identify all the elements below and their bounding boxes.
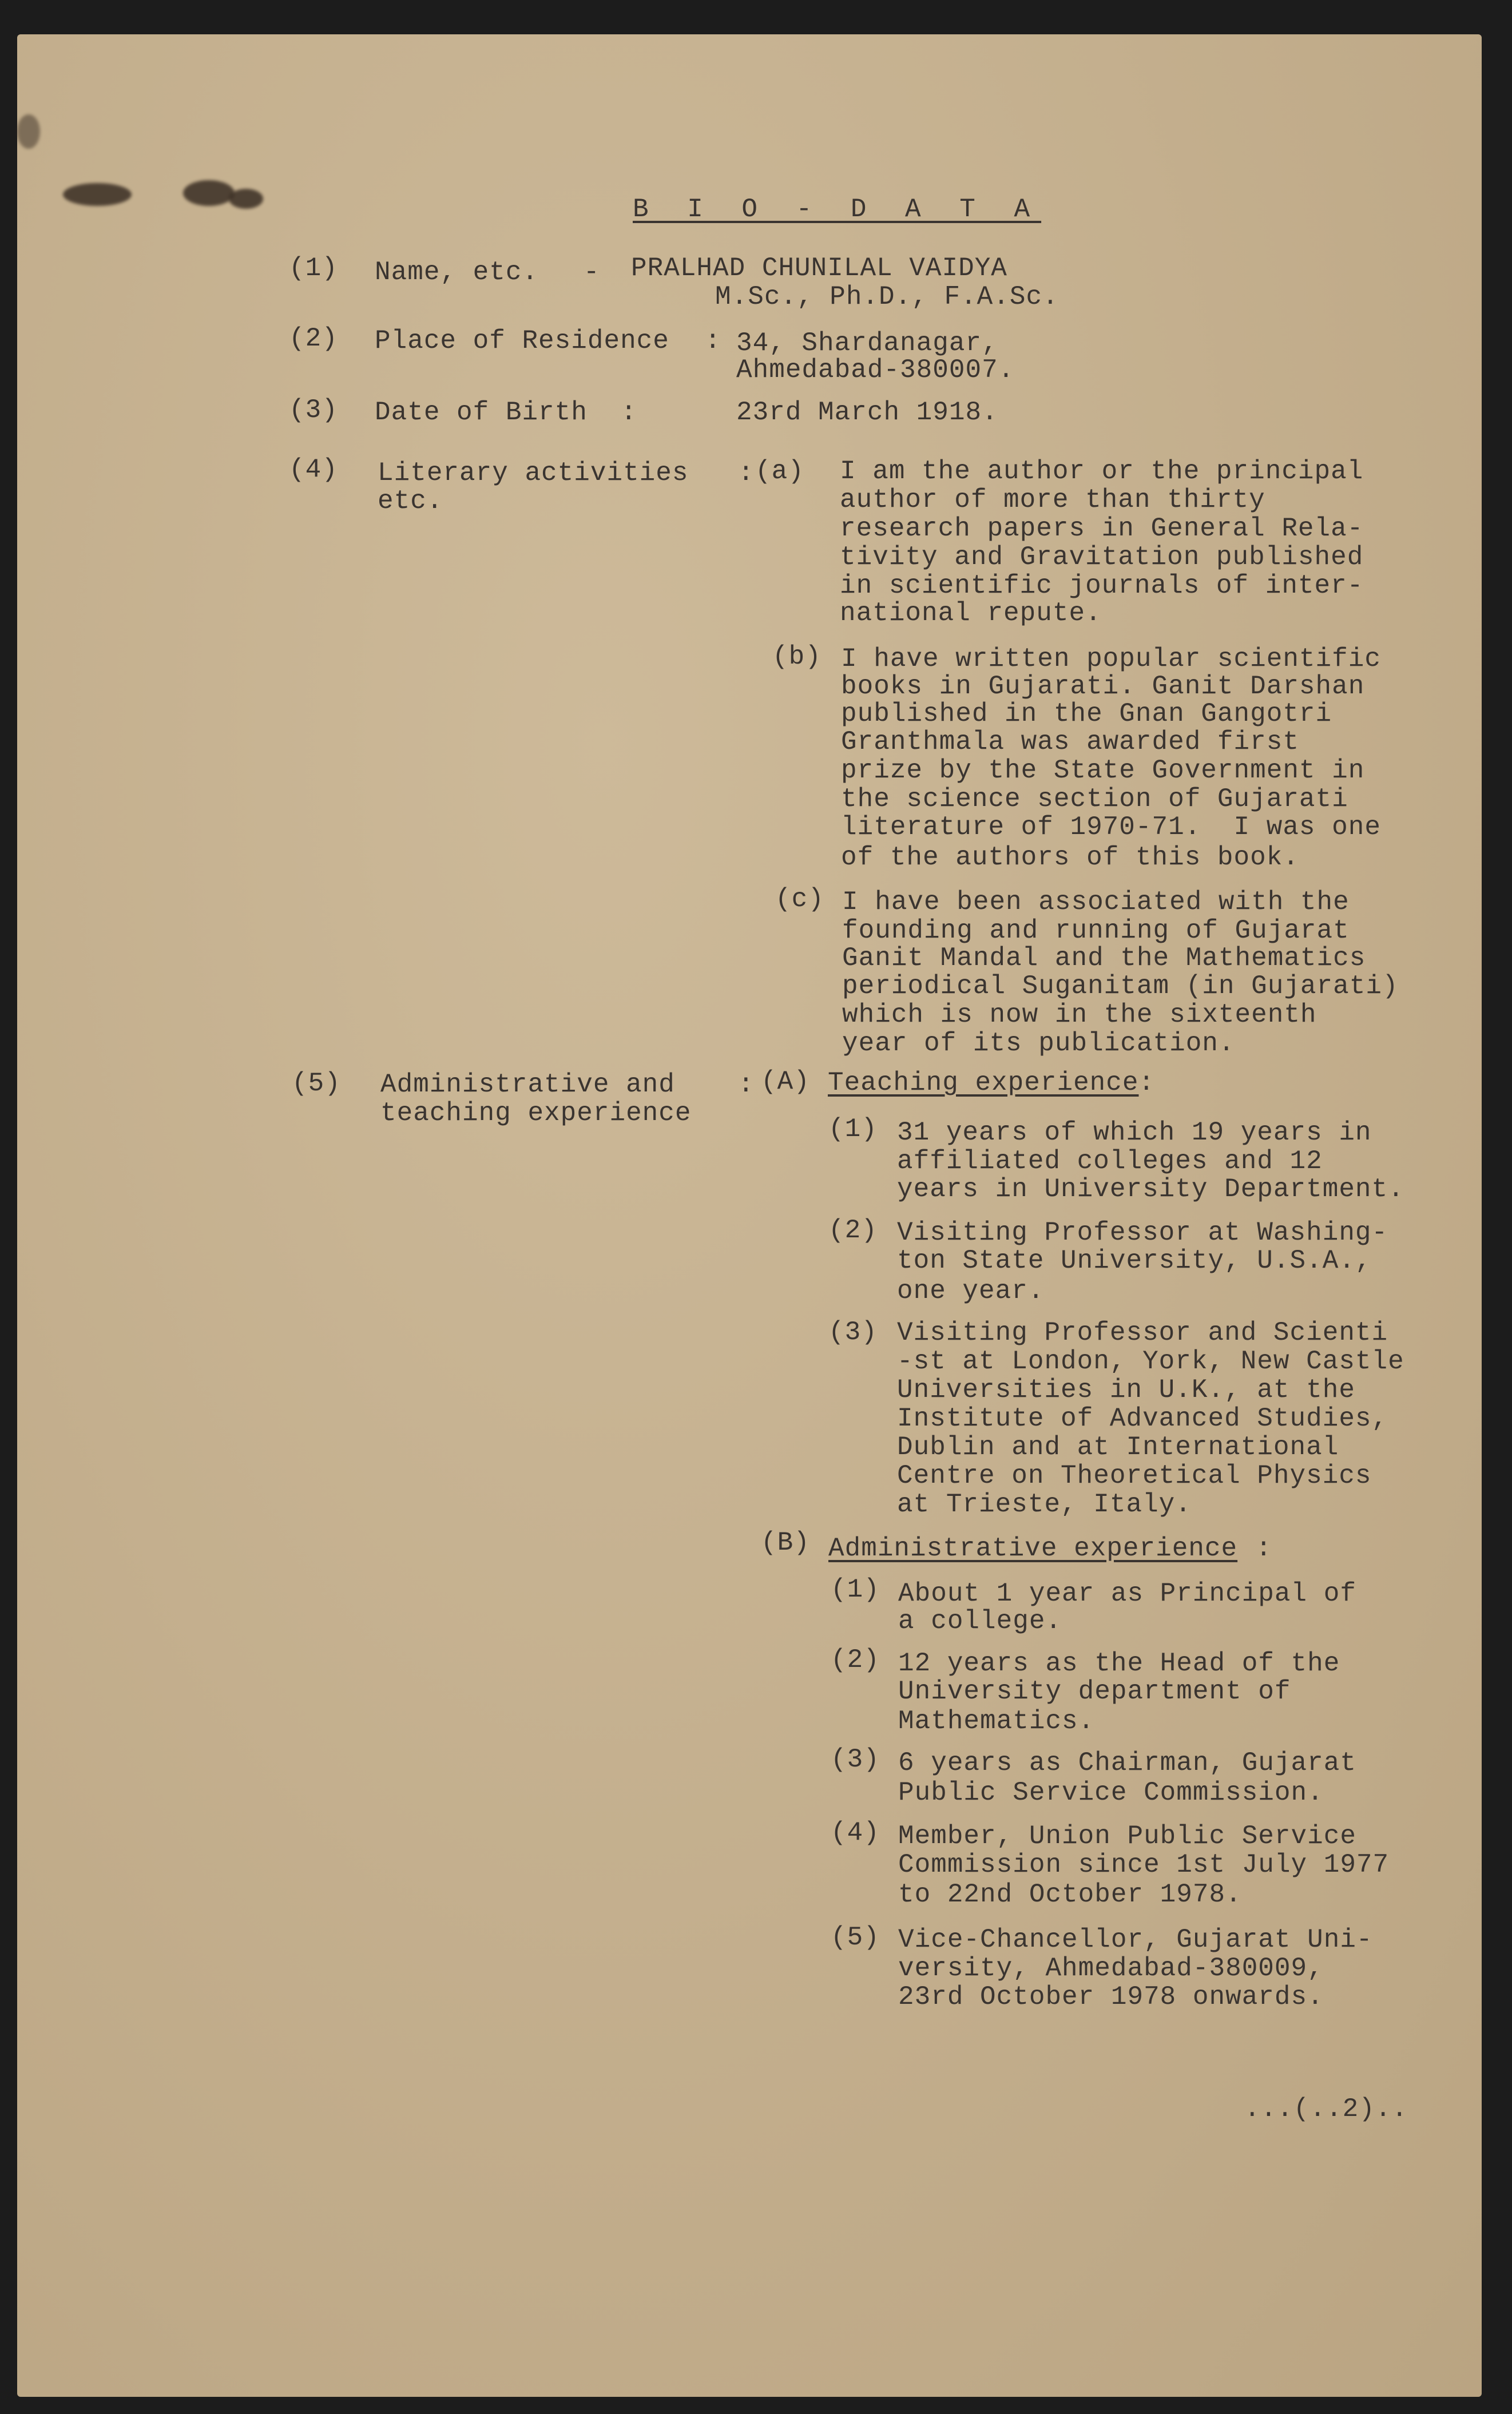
item-text: national repute.: [840, 598, 1102, 628]
item-text: Institute of Advanced Studies,: [897, 1404, 1388, 1434]
item-text: one year.: [897, 1276, 1045, 1306]
item-text: a college.: [898, 1606, 1062, 1636]
item-text: year of its publication.: [842, 1029, 1235, 1058]
item-text: 31 years of which 19 years in: [897, 1118, 1372, 1148]
item-text: periodical Suganitam (in Gujarati): [842, 971, 1399, 1001]
item-text: research papers in General Rela-: [840, 514, 1364, 543]
item-text: Universities in U.K., at the: [897, 1375, 1355, 1405]
item-marker: (1): [828, 1114, 878, 1144]
item-text: University department of: [898, 1677, 1291, 1706]
item-marker: (c): [775, 884, 824, 914]
document-page: [17, 34, 1482, 2397]
item-text: -st at London, York, New Castle: [897, 1347, 1404, 1376]
item-text: Visiting Professor and Scienti: [897, 1318, 1388, 1348]
item-text: About 1 year as Principal of: [898, 1579, 1356, 1609]
item-text: Mathematics.: [898, 1706, 1095, 1736]
section-label: Administrative and: [380, 1070, 675, 1099]
item-marker: (3): [828, 1317, 878, 1347]
group-heading: Administrative experience: [828, 1534, 1238, 1563]
item-text: Visiting Professor at Washing-: [897, 1218, 1388, 1248]
item-text: Dublin and at International: [897, 1432, 1339, 1462]
section-number: (5): [292, 1069, 341, 1098]
item-text: affiliated colleges and 12: [897, 1146, 1323, 1176]
item-marker: (a): [755, 456, 804, 486]
item-text: literature of 1970-71. I was one: [841, 812, 1381, 842]
ink-stain: [63, 183, 132, 206]
ink-stain: [229, 189, 263, 209]
residence-line: 34, Shardanagar,: [736, 328, 998, 358]
item-text: Vice-Chancellor, Gujarat Uni-: [898, 1925, 1373, 1955]
item-text: founding and running of Gujarat: [842, 916, 1350, 946]
item-marker: (1): [831, 1575, 880, 1605]
item-text: ton State University, U.S.A.,: [897, 1246, 1372, 1276]
section-separator: -: [584, 257, 600, 287]
section-number: (4): [289, 455, 338, 485]
item-marker: (3): [831, 1745, 880, 1774]
item-marker: (b): [772, 642, 822, 672]
section-label: Literary activities: [378, 458, 689, 488]
item-text: Commission since 1st July 1977: [898, 1850, 1390, 1880]
section-number: (2): [289, 324, 338, 354]
item-text: I have written popular scientific: [841, 644, 1381, 674]
section-label: Name, etc.: [375, 257, 539, 287]
residence-line: Ahmedabad-380007.: [736, 355, 1015, 385]
item-text: 6 years as Chairman, Gujarat: [898, 1748, 1356, 1778]
section-separator: :: [738, 458, 755, 488]
item-text: I have been associated with the: [842, 887, 1350, 917]
group-heading: Teaching experience: [828, 1068, 1139, 1098]
item-text: Public Service Commission.: [898, 1778, 1324, 1808]
item-text: 23rd October 1978 onwards.: [898, 1982, 1324, 2012]
item-marker: (4): [831, 1818, 880, 1848]
group-marker: (B): [761, 1528, 810, 1558]
item-text: published in the Gnan Gangotri: [841, 699, 1332, 729]
item-text: years in University Department.: [897, 1174, 1404, 1204]
ink-stain: [183, 180, 235, 206]
page-continuation: ...(..2)..: [1244, 2094, 1408, 2124]
item-text: of the authors of this book.: [841, 843, 1299, 872]
section-label: teaching experience: [380, 1098, 692, 1128]
item-text: which is now in the sixteenth: [842, 1000, 1317, 1030]
item-text: tivity and Gravitation published: [840, 542, 1364, 572]
document-title: B I O - D A T A: [633, 194, 1042, 224]
birth-date-value: 23rd March 1918.: [736, 398, 998, 427]
group-heading-colon: :: [1256, 1534, 1272, 1563]
item-text: prize by the State Government in: [841, 756, 1365, 785]
item-text: Centre on Theoretical Physics: [897, 1461, 1372, 1491]
section-label: Date of Birth: [375, 398, 588, 427]
item-text: 12 years as the Head of the: [898, 1649, 1340, 1678]
section-separator: :: [738, 1070, 755, 1099]
group-heading-colon: :: [1138, 1068, 1155, 1098]
section-label: Place of Residence: [375, 326, 669, 356]
section-separator: :: [621, 398, 637, 427]
item-text: Member, Union Public Service: [898, 1821, 1356, 1851]
item-text: in scientific journals of inter-: [840, 571, 1364, 601]
item-text: Granthmala was awarded first: [841, 727, 1299, 757]
item-marker: (2): [831, 1645, 880, 1675]
section-number: (3): [289, 395, 338, 425]
qualifications-value: M.Sc., Ph.D., F.A.Sc.: [715, 282, 1059, 312]
ink-stain: [17, 114, 40, 149]
item-text: books in Gujarati. Ganit Darshan: [841, 672, 1365, 701]
item-text: author of more than thirty: [840, 485, 1265, 515]
group-marker: (A): [761, 1067, 810, 1097]
item-text: to 22nd October 1978.: [898, 1880, 1242, 1909]
item-marker: (2): [828, 1216, 878, 1245]
section-separator: :: [705, 326, 721, 356]
item-text: versity, Ahmedabad-380009,: [898, 1954, 1324, 1983]
item-text: Ganit Mandal and the Mathematics: [842, 943, 1366, 973]
item-text: I am the author or the principal: [840, 456, 1364, 486]
section-number: (1): [289, 253, 338, 283]
item-marker: (5): [831, 1923, 880, 1952]
item-text: the science section of Gujarati: [841, 784, 1348, 814]
section-label: etc.: [378, 486, 443, 516]
name-value: PRALHAD CHUNILAL VAIDYA: [631, 253, 1007, 283]
item-text: at Trieste, Italy.: [897, 1490, 1192, 1519]
